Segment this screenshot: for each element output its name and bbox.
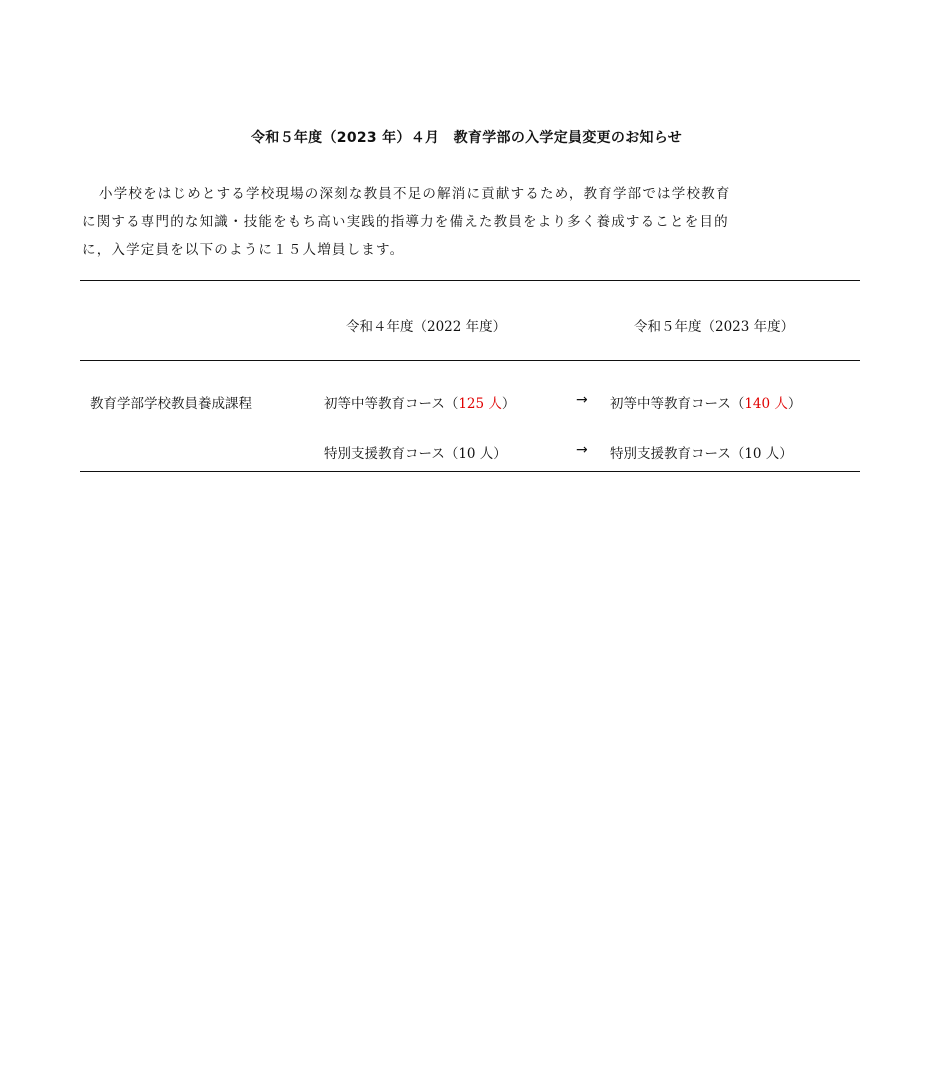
row-2-after: 特別支援教育コース（10 人） [610, 446, 793, 462]
header-after: 令和５年度（2023 年度） [634, 319, 795, 335]
intro-paragraph [82, 180, 857, 264]
row-1-after [610, 392, 801, 412]
row-1-before-close: ） [501, 396, 516, 412]
intro-line-2: に関する専門的な知識・技能をもち高い実践的指導力を備えた教員をより多く養成することを目的 [82, 214, 729, 230]
row-label: 教育学部学校教員養成課程 [90, 396, 252, 412]
row-1-after-close: ） [787, 396, 802, 412]
row-1-before-count: 125 人 [458, 396, 502, 412]
row-1-before-name: 初等中等教育コース（ [324, 396, 459, 412]
row-1-before [324, 392, 515, 412]
header-before: 令和４年度（2022 年度） [346, 319, 507, 335]
header-rule-left [80, 360, 860, 361]
row-1-after-count: 140 人 [744, 396, 788, 412]
intro-line-3: に，入学定員を以下のように１５人増員します。 [82, 242, 405, 258]
intro-line-1: 小学校をはじめとする学校現場の深刻な教員不足の解消に貢献するため，教育学部では学校教育 [99, 186, 731, 202]
row-2-arrow: → [576, 442, 588, 458]
row-2-before: 特別支援教育コース（10 人） [324, 446, 507, 462]
table-bottom-rule [80, 471, 860, 472]
table-top-rule [80, 280, 860, 281]
row-1-after-name: 初等中等教育コース（ [610, 396, 745, 412]
page-title: 令和５年度（2023 年）４月 教育学部の入学定員変更のお知らせ [250, 130, 683, 146]
row-1-arrow: → [576, 392, 588, 408]
